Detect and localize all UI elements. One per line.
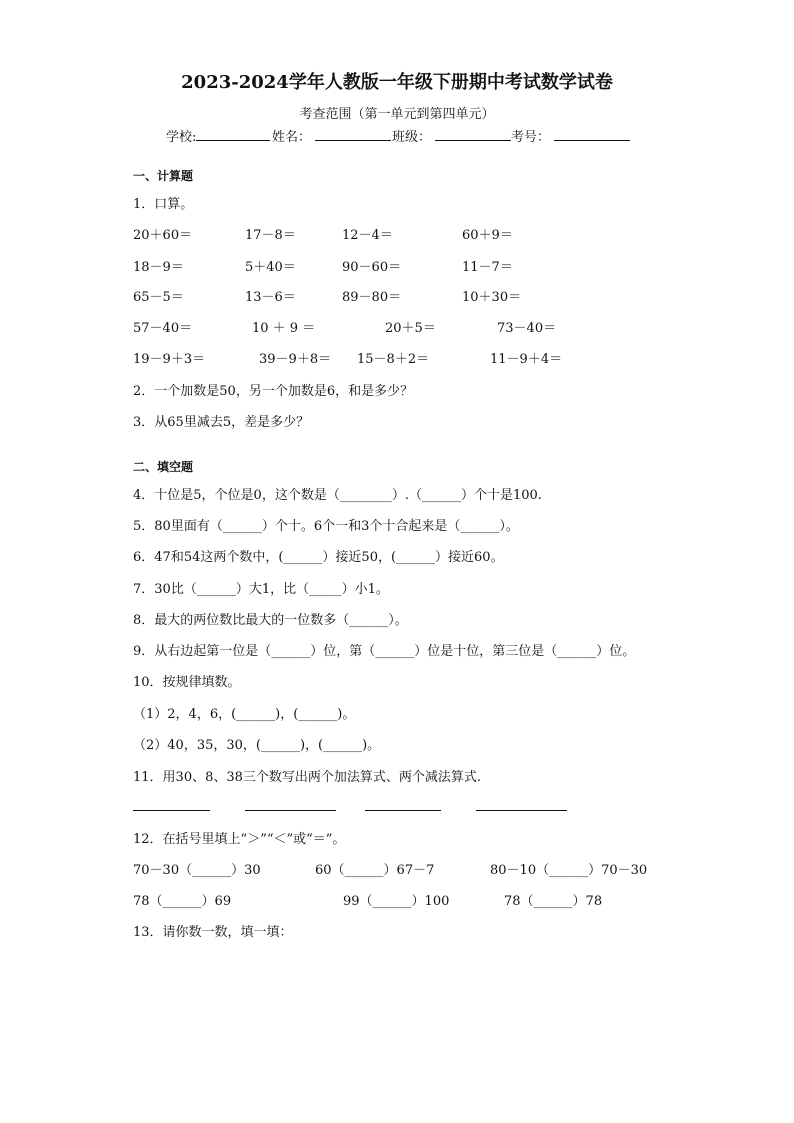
question-6: 6．47和54这两个数中，(______）接近50，(______）接近60。 <box>133 550 504 565</box>
question-5: 5．80里面有（______）个十。6个一和3个十合起来是（______）。 <box>133 519 519 534</box>
calc-item: 10＋30＝ <box>462 290 522 305</box>
calc-item: 18－9＝ <box>133 260 184 275</box>
compare-item: 99（______）100 <box>343 894 450 909</box>
calc-item: 65－5＝ <box>133 290 184 305</box>
name-field[interactable] <box>315 126 391 141</box>
question-9: 9．从右边起第一位是（______）位，第（______）位是十位，第三位是（______）位。 <box>133 644 636 659</box>
question-2: 2．一个加数是50，另一个加数是6，和是多少？ <box>133 384 414 399</box>
calc-item: 12－4＝ <box>342 228 393 243</box>
calc-item: 5＋40＝ <box>245 260 296 275</box>
answer-line[interactable] <box>245 810 336 811</box>
compare-item: 78（______）78 <box>504 894 603 909</box>
compare-item: 60（______）67－7 <box>315 863 435 878</box>
class-label: 班级： <box>392 130 432 145</box>
calc-item: 60＋9＝ <box>462 228 513 243</box>
page-title: 2023-2024学年人教版一年级下册期中考试数学试卷 <box>181 72 613 93</box>
calc-item: 73－40＝ <box>497 321 557 336</box>
exam-scope: 考查范围（第一单元到第四单元） <box>299 107 495 122</box>
calc-item: 20＋5＝ <box>385 321 436 336</box>
exam-number-field[interactable] <box>554 126 630 141</box>
answer-line[interactable] <box>133 810 210 811</box>
section-heading-calculation: 一、计算题 <box>133 169 194 183</box>
calc-item: 19－9＋3＝ <box>133 352 206 367</box>
calc-item: 13－6＝ <box>245 290 296 305</box>
question-7: 7．30比（______）大1，比（_____）小1。 <box>133 582 389 597</box>
question-3: 3．从65里减去5，差是多少？ <box>133 415 310 430</box>
school-field[interactable] <box>196 126 270 141</box>
calc-item: 89－80＝ <box>342 290 402 305</box>
calc-item: 15－8＋2＝ <box>357 352 430 367</box>
name-label: 姓名： <box>272 130 312 145</box>
school-label: 学校: <box>166 130 197 145</box>
calc-item: 20＋60＝ <box>133 228 193 243</box>
question-10-part-1: （1）2，4，6，(______)，(______)。 <box>133 707 356 722</box>
calc-item: 39－9＋8＝ <box>259 352 332 367</box>
question-12: 12．在括号里填上“＞”“＜”或“＝”。 <box>133 832 346 847</box>
calc-item: 57－40＝ <box>133 321 193 336</box>
calc-item: 11－7＝ <box>462 260 513 275</box>
question-1: 1．口算。 <box>133 197 194 212</box>
calc-item: 17－8＝ <box>245 228 296 243</box>
question-4: 4．十位是5，个位是0，这个数是（________）.（______）个十是100. <box>133 488 542 503</box>
class-field[interactable] <box>435 126 511 141</box>
compare-item: 70－30（______）30 <box>133 863 261 878</box>
compare-item: 80－10（______）70－30 <box>490 863 648 878</box>
question-10: 10．按规律填数。 <box>133 675 241 690</box>
exam-number-label: 考号： <box>511 130 551 145</box>
calc-item: 10 ＋ 9 ＝ <box>252 321 316 336</box>
compare-item: 78（______）69 <box>133 894 232 909</box>
question-11: 11．用30、8、38三个数写出两个加法算式、两个减法算式. <box>133 770 482 785</box>
question-13: 13．请你数一数，填一填： <box>133 925 293 940</box>
answer-line[interactable] <box>365 810 441 811</box>
question-10-part-2: （2）40，35，30，(______)，(______)。 <box>133 738 381 753</box>
section-heading-fill-blank: 二、填空题 <box>133 460 194 474</box>
answer-line[interactable] <box>476 810 567 811</box>
calc-item: 11－9＋4＝ <box>490 352 563 367</box>
calc-item: 90－60＝ <box>342 260 402 275</box>
question-8: 8．最大的两位数比最大的一位数多（______）。 <box>133 613 408 628</box>
